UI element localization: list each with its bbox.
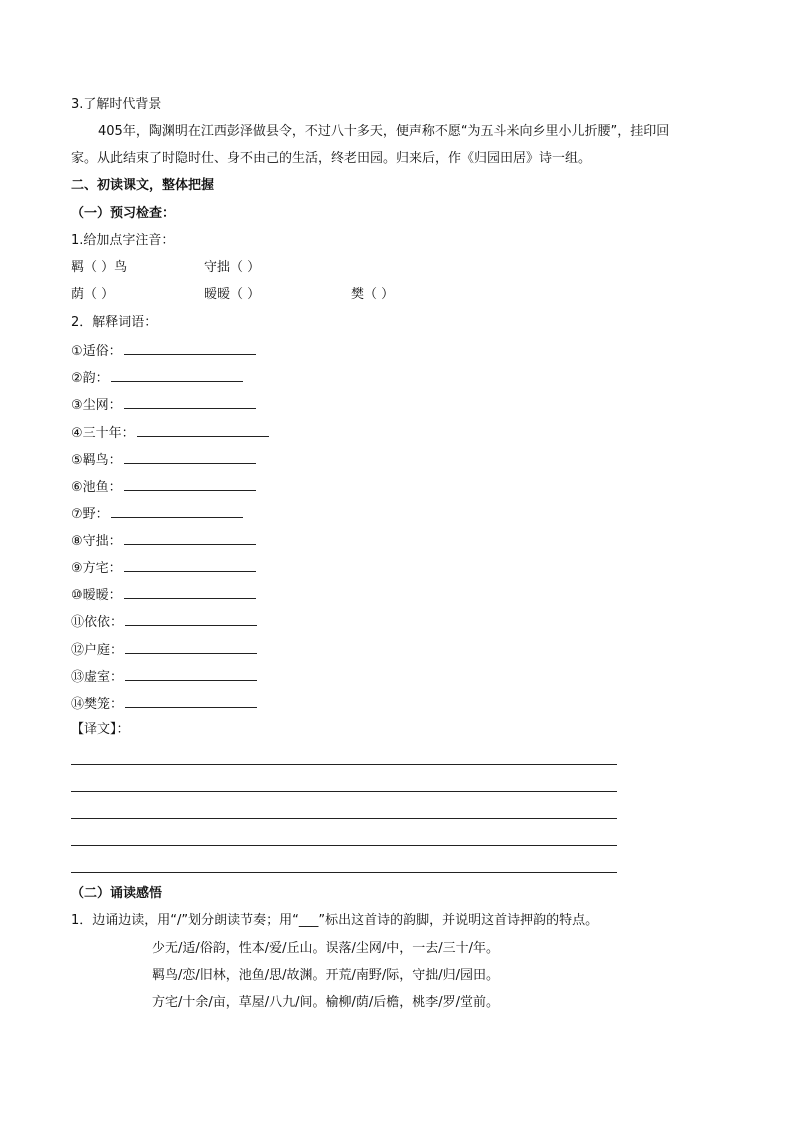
poem-line-2: 羁鸟/恋/旧林，池鱼/思/故渊。开荒/南野/际，守拙/归/园田。: [152, 968, 500, 983]
background-paragraph-line-2: 家。从此结束了时隐时仕、身不由己的生活，终老田园。归来后，作《归园田居》诗一组。: [71, 151, 592, 166]
vocab-term: ②韵：: [71, 371, 109, 386]
vocab-answer-blank[interactable]: [125, 694, 257, 708]
translation-answer-line[interactable]: [71, 791, 617, 792]
background-paragraph-line-1: 405年，陶渊明在江西彭泽做县令，不过八十多天，便声称不愿“为五斗米向乡里小儿折腰”，挂印回: [98, 124, 670, 139]
vocab-term: ③尘网：: [71, 398, 122, 413]
vocab-answer-blank[interactable]: [111, 368, 243, 382]
pinyin-item-aiai[interactable]: 暧暧（ ）: [204, 287, 261, 302]
translation-label: 【译文】：: [71, 722, 130, 737]
vocab-item: [71, 531, 256, 551]
pinyin-item-yin[interactable]: 荫（ ）: [71, 287, 115, 302]
vocab-term: ⑨方宅：: [71, 561, 122, 576]
part-2-title: 二、初读课文，整体把握: [71, 178, 215, 193]
vocab-answer-blank[interactable]: [124, 558, 256, 572]
vocab-term: ⑫户庭：: [71, 643, 124, 658]
vocab-item: [71, 341, 256, 361]
vocab-term: ⑥池鱼：: [71, 480, 122, 495]
vocab-answer-blank[interactable]: [124, 477, 256, 491]
recite-section-title: （二）诵读感悟: [71, 886, 163, 901]
vocab-item: [71, 368, 243, 388]
vocab-item: [71, 585, 256, 605]
vocab-item: [71, 612, 257, 632]
vocab-answer-blank[interactable]: [125, 640, 257, 654]
vocab-answer-blank[interactable]: [137, 423, 269, 437]
vocab-term: ⑦野：: [71, 507, 109, 522]
poem-line-1: 少无/适/俗韵，性本/爱/丘山。误落/尘网/中，一去/三十/年。: [152, 941, 500, 956]
vocab-item: [71, 640, 257, 660]
vocab-item: [71, 558, 256, 578]
translation-answer-line[interactable]: [71, 845, 617, 846]
vocab-answer-blank[interactable]: [125, 667, 257, 681]
pinyin-item-fan[interactable]: 樊（ ）: [351, 287, 395, 302]
poem-line-3: 方宅/十余/亩，草屋/八九/间。榆柳/荫/后檐，桃李/罗/堂前。: [152, 995, 500, 1010]
pinyin-row-1: [71, 259, 260, 277]
translation-answer-line[interactable]: [71, 818, 617, 819]
pinyin-question: 1.给加点字注音：: [71, 233, 175, 248]
translation-answer-line[interactable]: [71, 872, 617, 873]
vocab-item: [71, 667, 257, 687]
vocab-term: ⑤羁鸟：: [71, 453, 122, 468]
vocab-item: [71, 395, 256, 415]
vocab-answer-blank[interactable]: [124, 585, 256, 599]
vocab-term: ⑭樊笼：: [71, 697, 124, 712]
vocab-term: ①适俗：: [71, 344, 122, 359]
vocab-term: ⑬虚室：: [71, 670, 124, 685]
translation-answer-line[interactable]: [71, 764, 617, 765]
vocab-item: [71, 694, 257, 714]
vocab-question: 2．解释词语：: [71, 315, 158, 330]
vocab-term: ⑪依依：: [71, 615, 124, 630]
pinyin-item-shouzhuo[interactable]: 守拙（ ）: [204, 260, 261, 275]
vocab-item: [71, 477, 256, 497]
section-heading-background: 3.了解时代背景: [71, 97, 162, 112]
vocab-answer-blank[interactable]: [124, 450, 256, 464]
vocab-term: ④三十年：: [71, 426, 135, 441]
preview-check-title: （一）预习检查：: [71, 206, 176, 221]
vocab-term: ⑩暧暧：: [71, 588, 122, 603]
vocab-term: ⑧守拙：: [71, 534, 122, 549]
pinyin-row-2: [71, 286, 394, 304]
pinyin-item-ji[interactable]: 羁（ ）鸟: [71, 260, 128, 275]
vocab-answer-blank[interactable]: [124, 531, 256, 545]
vocab-answer-blank[interactable]: [111, 504, 243, 518]
recite-question-1: 1．边诵边读，用“/”划分朗读节奏；用“___”标出这首诗的韵脚，并说明这首诗押韵的特点。: [71, 913, 599, 928]
vocab-answer-blank[interactable]: [124, 341, 256, 355]
vocab-item: [71, 450, 256, 470]
vocab-answer-blank[interactable]: [124, 395, 256, 409]
vocab-answer-blank[interactable]: [125, 612, 257, 626]
vocab-item: [71, 423, 269, 443]
vocab-item: [71, 504, 243, 524]
